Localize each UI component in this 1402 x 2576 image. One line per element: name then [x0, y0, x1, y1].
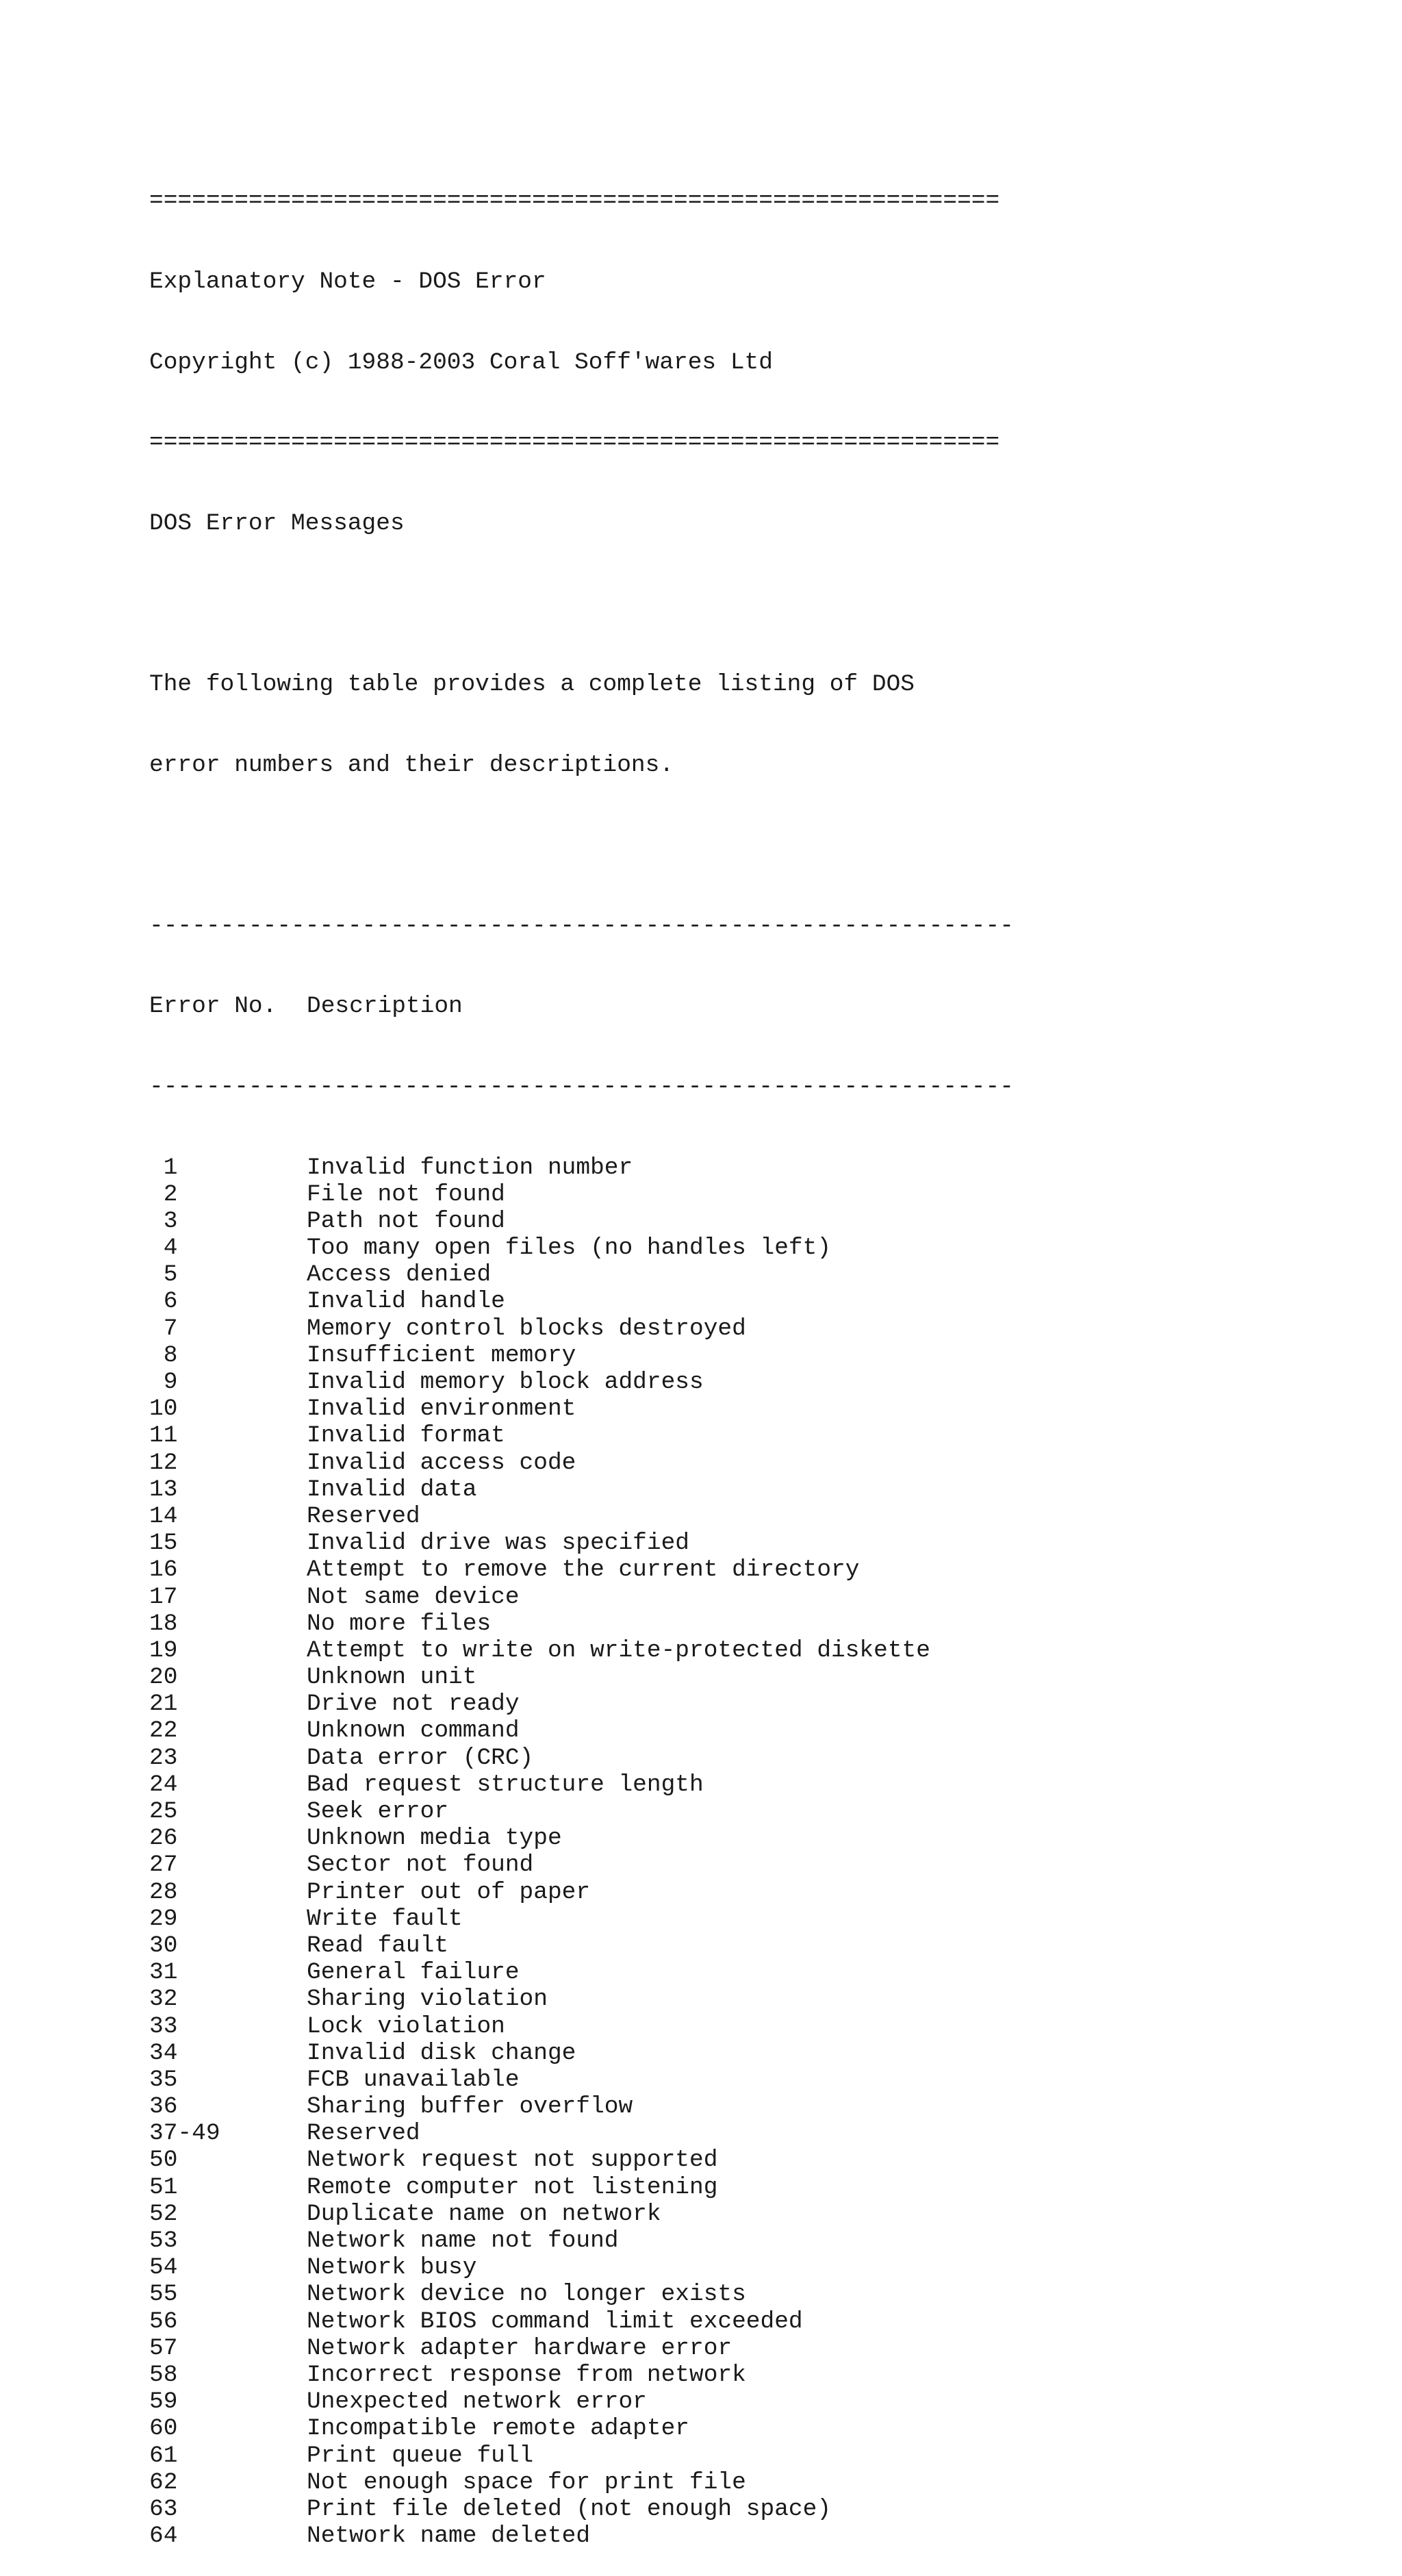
error-description: Invalid memory block address — [307, 1369, 704, 1396]
error-number: 26 — [149, 1825, 178, 1852]
error-description: Insufficient memory — [307, 1341, 576, 1369]
error-number: 59 — [149, 2388, 178, 2416]
table-row — [149, 2147, 1014, 2173]
error-description: Path not found — [307, 1207, 505, 1235]
table-row — [149, 2201, 1014, 2227]
error-number: 57 — [149, 2334, 178, 2362]
table-row — [149, 1825, 1014, 1852]
error-number: 21 — [149, 1691, 178, 1718]
table-row — [149, 1235, 1014, 1261]
error-description: Attempt to remove the current directory — [307, 1556, 860, 1584]
error-description: Network BIOS command limit exceeded — [307, 2308, 803, 2335]
error-description: Unexpected network error — [307, 2388, 647, 2416]
error-number: 60 — [149, 2415, 178, 2442]
error-number: 64 — [149, 2523, 178, 2550]
table-row — [149, 1450, 1014, 1476]
error-number: 8 — [149, 1341, 178, 1369]
error-number: 37-49 — [149, 2120, 220, 2147]
table-row — [149, 1852, 1014, 1878]
error-number: 50 — [149, 2147, 178, 2174]
error-number: 22 — [149, 1717, 178, 1745]
error-description: Invalid data — [307, 1476, 477, 1503]
table-row — [149, 1342, 1014, 1369]
error-description: Duplicate name on network — [307, 2200, 661, 2227]
error-description: Network adapter hardware error — [307, 2334, 732, 2362]
error-number: 35 — [149, 2066, 178, 2093]
error-number: 12 — [149, 1449, 178, 1476]
error-number: 62 — [149, 2468, 178, 2496]
error-description: Invalid format — [307, 1422, 505, 1450]
error-description: Network request not supported — [307, 2147, 718, 2174]
error-number: 3 — [149, 1207, 178, 1235]
error-description: Bad request structure length — [307, 1771, 704, 1798]
table-row — [149, 2254, 1014, 2281]
error-number: 54 — [149, 2254, 178, 2282]
error-number: 18 — [149, 1610, 178, 1637]
error-number: 32 — [149, 1986, 178, 2013]
error-description: Sector not found — [307, 1852, 534, 1879]
table-row — [149, 1154, 1014, 1181]
error-description: Write fault — [307, 1905, 463, 1932]
error-number: 15 — [149, 1530, 178, 1557]
intro-line-2: error numbers and their descriptions. — [149, 751, 674, 779]
table-row — [149, 2496, 1014, 2523]
error-description: Incorrect response from network — [307, 2361, 746, 2388]
error-number: 51 — [149, 2173, 178, 2201]
error-description: Read fault — [307, 1932, 449, 1959]
error-description: Reserved — [307, 1502, 420, 1530]
table-row — [149, 2388, 1014, 2415]
table-row — [149, 1717, 1014, 1744]
error-description: Not same device — [307, 1583, 520, 1611]
error-number: 53 — [149, 2227, 178, 2255]
error-number: 34 — [149, 2039, 178, 2067]
error-description: Drive not ready — [307, 1691, 520, 1718]
table-row — [149, 2523, 1014, 2549]
error-description: Invalid disk change — [307, 2039, 576, 2067]
error-description: Not enough space for print file — [307, 2468, 746, 2496]
error-description: Too many open files (no handles left) — [307, 1235, 832, 1262]
error-number: 5 — [149, 1261, 178, 1289]
table-row — [149, 1879, 1014, 1906]
error-description: Printer out of paper — [307, 1878, 591, 1906]
table-row — [149, 1369, 1014, 1396]
table-rule-bottom: ------------------------------------------------------------- — [149, 1073, 1014, 1100]
error-number: 16 — [149, 1556, 178, 1584]
error-number: 33 — [149, 2012, 178, 2040]
document-body — [149, 134, 1014, 2576]
error-number: 11 — [149, 1422, 178, 1450]
table-row — [149, 2040, 1014, 2067]
table-row — [149, 1315, 1014, 1342]
error-description: File not found — [307, 1180, 505, 1208]
intro-line-1: The following table provides a complete listing of DOS — [149, 670, 915, 698]
table-row — [149, 1396, 1014, 1422]
table-row — [149, 1906, 1014, 1932]
error-number: 4 — [149, 1235, 178, 1262]
table-row — [149, 2469, 1014, 2496]
table-header — [149, 993, 1014, 1020]
error-description: Network busy — [307, 2254, 477, 2282]
table-row — [149, 1745, 1014, 1771]
error-description: Seek error — [307, 1798, 449, 1826]
error-number: 1 — [149, 1154, 178, 1181]
error-number: 2 — [149, 1180, 178, 1208]
column-header-description: Description — [307, 993, 463, 1020]
error-description: Data error (CRC) — [307, 1744, 534, 1771]
error-description: Incompatible remote adapter — [307, 2415, 689, 2442]
error-number: 7 — [149, 1315, 178, 1342]
table-row — [149, 1503, 1014, 1530]
error-number: 6 — [149, 1288, 178, 1315]
table-row — [149, 1556, 1014, 1583]
table-row — [149, 2013, 1014, 2040]
error-number: 9 — [149, 1369, 178, 1396]
table-row — [149, 1611, 1014, 1637]
table-row — [149, 2067, 1014, 2093]
error-number: 13 — [149, 1476, 178, 1503]
error-number: 31 — [149, 1959, 178, 1986]
error-description: Remote computer not listening — [307, 2173, 718, 2201]
table-row — [149, 1288, 1014, 1315]
error-description: Lock violation — [307, 2012, 505, 2040]
table-row — [149, 1476, 1014, 1503]
error-description: FCB unavailable — [307, 2066, 520, 2093]
table-row — [149, 2442, 1014, 2469]
table-row — [149, 2227, 1014, 2254]
error-description: Memory control blocks destroyed — [307, 1315, 746, 1342]
header-rule-bottom: ============================================================ — [149, 429, 1000, 457]
error-description: General failure — [307, 1959, 520, 1986]
error-number: 63 — [149, 2495, 178, 2523]
error-description: Network name not found — [307, 2227, 619, 2255]
table-rule-top: ------------------------------------------------------------- — [149, 912, 1014, 939]
error-description: Unknown media type — [307, 1825, 562, 1852]
error-number: 24 — [149, 1771, 178, 1798]
error-description: Print file deleted (not enough space) — [307, 2495, 832, 2523]
error-number: 19 — [149, 1637, 178, 1664]
spacer — [149, 590, 1014, 617]
error-description: No more files — [307, 1610, 492, 1637]
error-number: 14 — [149, 1502, 178, 1530]
header-rule-top: ============================================================ — [149, 188, 1000, 215]
table-row — [149, 1584, 1014, 1611]
error-description: Attempt to write on write-protected diskette — [307, 1637, 930, 1664]
table-row — [149, 2093, 1014, 2120]
error-description: Print queue full — [307, 2442, 534, 2469]
table-row — [149, 2174, 1014, 2201]
copyright-line: Copyright (c) 1988-2003 Coral Soff'wares Ltd — [149, 349, 773, 376]
table-row — [149, 1691, 1014, 1717]
table-row — [149, 1959, 1014, 1986]
table-row — [149, 2415, 1014, 2442]
error-description: Invalid access code — [307, 1449, 576, 1476]
error-number: 20 — [149, 1664, 178, 1691]
error-description: Network name deleted — [307, 2523, 591, 2550]
error-description: Invalid environment — [307, 1396, 576, 1423]
error-description: Invalid function number — [307, 1154, 633, 1181]
error-description: Unknown unit — [307, 1664, 477, 1691]
table-row — [149, 1664, 1014, 1691]
table-row — [149, 1261, 1014, 1288]
error-description: Access denied — [307, 1261, 492, 1289]
table-row — [149, 1422, 1014, 1449]
error-number: 27 — [149, 1852, 178, 1879]
error-number: 25 — [149, 1798, 178, 1826]
error-number: 56 — [149, 2308, 178, 2335]
section-title: DOS Error Messages — [149, 509, 405, 537]
table-row — [149, 2362, 1014, 2388]
error-number: 30 — [149, 1932, 178, 1959]
error-number: 36 — [149, 2093, 178, 2121]
error-number: 23 — [149, 1744, 178, 1771]
error-number: 55 — [149, 2281, 178, 2308]
error-number: 17 — [149, 1583, 178, 1611]
error-number: 61 — [149, 2442, 178, 2469]
table-row — [149, 1771, 1014, 1798]
error-number: 28 — [149, 1878, 178, 1906]
error-table-body — [149, 1154, 1014, 2550]
table-row — [149, 2281, 1014, 2308]
table-row — [149, 1208, 1014, 1235]
table-row — [149, 1798, 1014, 1825]
table-row — [149, 1986, 1014, 2012]
table-row — [149, 2120, 1014, 2147]
error-number: 58 — [149, 2361, 178, 2388]
error-description: Sharing buffer overflow — [307, 2093, 633, 2121]
table-row — [149, 2335, 1014, 2362]
column-header-number: Error No. — [149, 993, 277, 1020]
table-row — [149, 1181, 1014, 1208]
table-row — [149, 1530, 1014, 1556]
error-description: Reserved — [307, 2120, 420, 2147]
error-description: Invalid handle — [307, 1288, 505, 1315]
table-row — [149, 1932, 1014, 1959]
error-number: 10 — [149, 1396, 178, 1423]
error-number: 29 — [149, 1905, 178, 1932]
spacer — [149, 832, 1014, 859]
error-description: Invalid drive was specified — [307, 1530, 689, 1557]
error-number: 52 — [149, 2200, 178, 2227]
error-description: Unknown command — [307, 1717, 520, 1745]
error-description: Sharing violation — [307, 1986, 548, 2013]
error-description: Network device no longer exists — [307, 2281, 746, 2308]
table-row — [149, 2308, 1014, 2335]
document-title: Explanatory Note - DOS Error — [149, 268, 546, 295]
table-row — [149, 1637, 1014, 1664]
